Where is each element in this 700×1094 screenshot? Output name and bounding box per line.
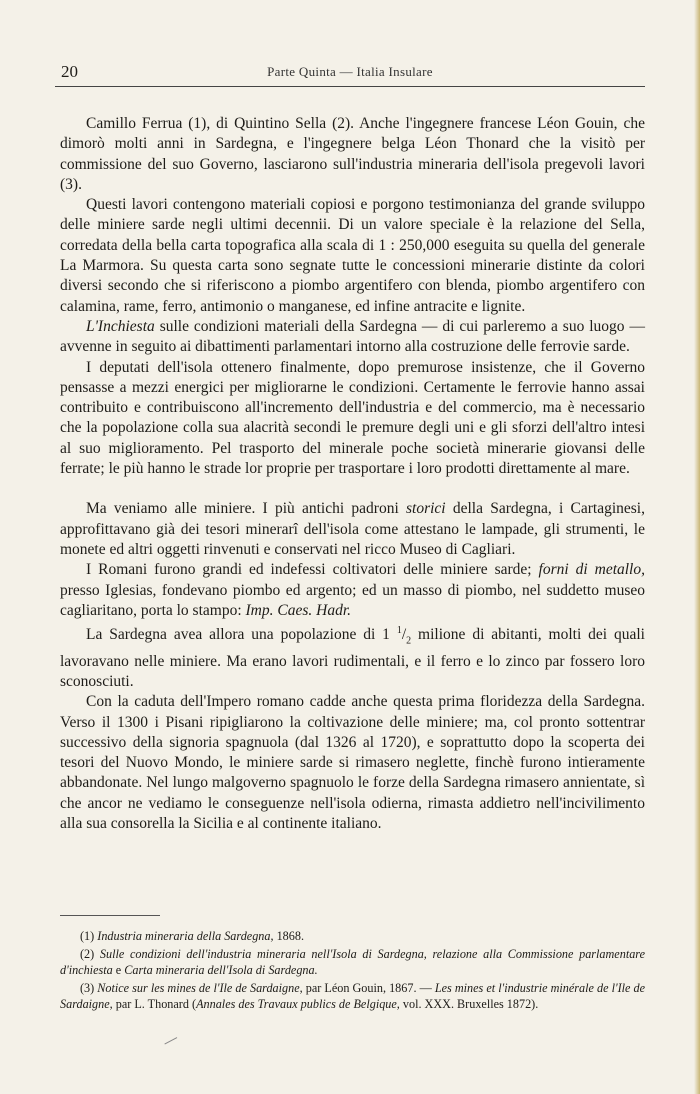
page-number: 20 [61, 62, 78, 81]
footnote-rule [60, 915, 160, 916]
text-run: vol. XXX. Bruxelles 1872). [399, 997, 539, 1011]
text-run: Con la caduta dell'Impero romano cadde anche questa prima floridezza della Sardegna. Verso il 1300 i Pisani ripigliarono la coltivazione delle miniere; ma, col pronto sottentrar successivo della signoria spagnuola (dal 1326 al 1720), e soprattutto dopo la scoperta dei tesori del Nuovo Mondo, le miniere sarde si rimasero neglette, finchè furono intieramente abbandonate. Nel lungo malgoverno spagnuolo le forze della Sardegna rimasero annientate, sì che ancor ne vediamo le conseguenze nell'isola odierna, rimasta addietro nell'incivilimento alla sua consorella la Sicilia e al continente italiano. [60, 693, 645, 833]
italic-text: L'Inchiesta [86, 317, 155, 335]
italic-text: Les mines et l'industrie minérale de l'Ile de Sardaigne, [60, 980, 645, 1011]
text-run: presso Iglesias, fondevano piombo ed argento; ed un masso di piombo, nel suddetto museo cagliaritano, porta lo stampo: [60, 581, 645, 619]
text-run: 2 [406, 635, 412, 647]
text-run: e [112, 963, 125, 977]
italic-text: Annales des Travaux publics de Belgique, [196, 997, 400, 1011]
text-run: I Romani furono grandi ed indefessi coltivatori delle miniere sarde; [86, 561, 539, 579]
text-run: 1868. [273, 929, 304, 943]
text-run: par L. Thonard ( [112, 997, 197, 1011]
italic-text: storici [405, 500, 446, 518]
paragraph [60, 317, 645, 358]
page-edge-shadow [694, 0, 700, 1094]
paragraph [60, 499, 645, 560]
text-run: (3) [80, 980, 98, 995]
italic-text: Industria mineraria della Sardegna, [97, 929, 274, 943]
paragraph [60, 114, 645, 195]
text-run: (1) [80, 929, 98, 943]
footnote [60, 980, 645, 1013]
text-run: della Sardegna, i Cartaginesi, approfittavano già dei tesori minerarî dell'isola come attestano le lampade, gli strumenti, le monete ed altri oggetti rinvenuti e conservati nel ricco Museo di Cagliari. [60, 500, 645, 558]
italic-text: Carta mineraria dell'Isola di Sardegna. [124, 963, 318, 977]
footnotes [60, 928, 645, 1014]
paragraph [60, 692, 645, 834]
footnote [60, 928, 645, 945]
paragraph [60, 195, 645, 317]
page-header [55, 62, 645, 87]
text-run: I deputati dell'isola ottenero finalmente, dopo premurose insistenze, che il Governo pensasse a mezzi energici per migliorarne le condizioni. Certamente le ferrovie hanno assai contribuito e contribuiscono all'incremento dell'industria e del commercio, ma è necessario che la popolazione colla sua alacrità secondi le premure degli uni e gli sforzi dell'altro intesi al suo miglioramento. Pel trasporto del minerale poche società minerarie giovansi delle ferrate; le più hanno le strade lor proprie per trasportare i loro prodotti direttamente al mare. [60, 358, 645, 478]
text-run: milione di abitanti, molti dei quali lavoravano nelle miniere. Ma erano lavori rudimentali, e il ferro e lo zinco par fossero loro sconosciuti. [60, 626, 645, 690]
text-run: La Sardegna avea allora una popolazione di 1 [86, 626, 397, 644]
text-run: par Léon Gouin, 1867. — [302, 980, 435, 995]
text-run: / [401, 626, 407, 644]
text-run: 1 [396, 625, 402, 637]
body-text [60, 114, 645, 834]
running-head: Parte Quinta — Italia Insulare [267, 64, 433, 79]
paragraph [60, 621, 645, 692]
text-run: Ma veniamo alle miniere. I più antichi padroni [86, 500, 406, 518]
paragraph [60, 560, 645, 621]
italic-text: Sulle condizioni dell'industria mineraria nell'Isola di Sardegna, relazione alla Commissione parlamentare d'inchiesta [60, 946, 645, 977]
text-run: sulle condizioni materiali della Sardegna — di cui parleremo a suo luogo — avvenne in seguito ai dibattimenti parlamentari intorno alla costruzione delle ferrovie sarde. [60, 317, 645, 356]
paragraph [60, 358, 645, 480]
text-run: Camillo Ferrua (1), di Quintino Sella (2). Anche l'ingegnere francese Léon Gouin, che dimorò molti anni in Sardegna, e l'ingegnere belga Léon Thonard che la visitò per commissione del suo Governo, lasciarono sull'industria mineraria dell'isola pregevoli lavori (3). [60, 115, 645, 193]
italic-text: forni di metallo, [538, 561, 645, 579]
footnote [60, 946, 645, 979]
italic-text: Notice sur les mines de l'Ile de Sardaigne, [97, 980, 303, 995]
pencil-mark [164, 1037, 179, 1049]
text-run: Questi lavori contengono materiali copiosi e porgono testimonianza del grande sviluppo delle miniere sarde negli ultimi decennii. Di un valore speciale è la relazione del Sella, corredata della bella carta topografica alla scala di 1 : 250,000 eseguita su quella del generale La Marmora. Su questa carta sono segnate tutte le concessioni minerarie distinte da colori diversi secondo che si riferiscono a piombo argentifero con blenda, piombo argentifero con calamina, rame, ferro, antimonio o manganese, ed infine antracite e lignite. [60, 196, 645, 315]
italic-text: Imp. Caes. Hadr. [245, 601, 352, 619]
text-run: (2) [80, 946, 100, 961]
